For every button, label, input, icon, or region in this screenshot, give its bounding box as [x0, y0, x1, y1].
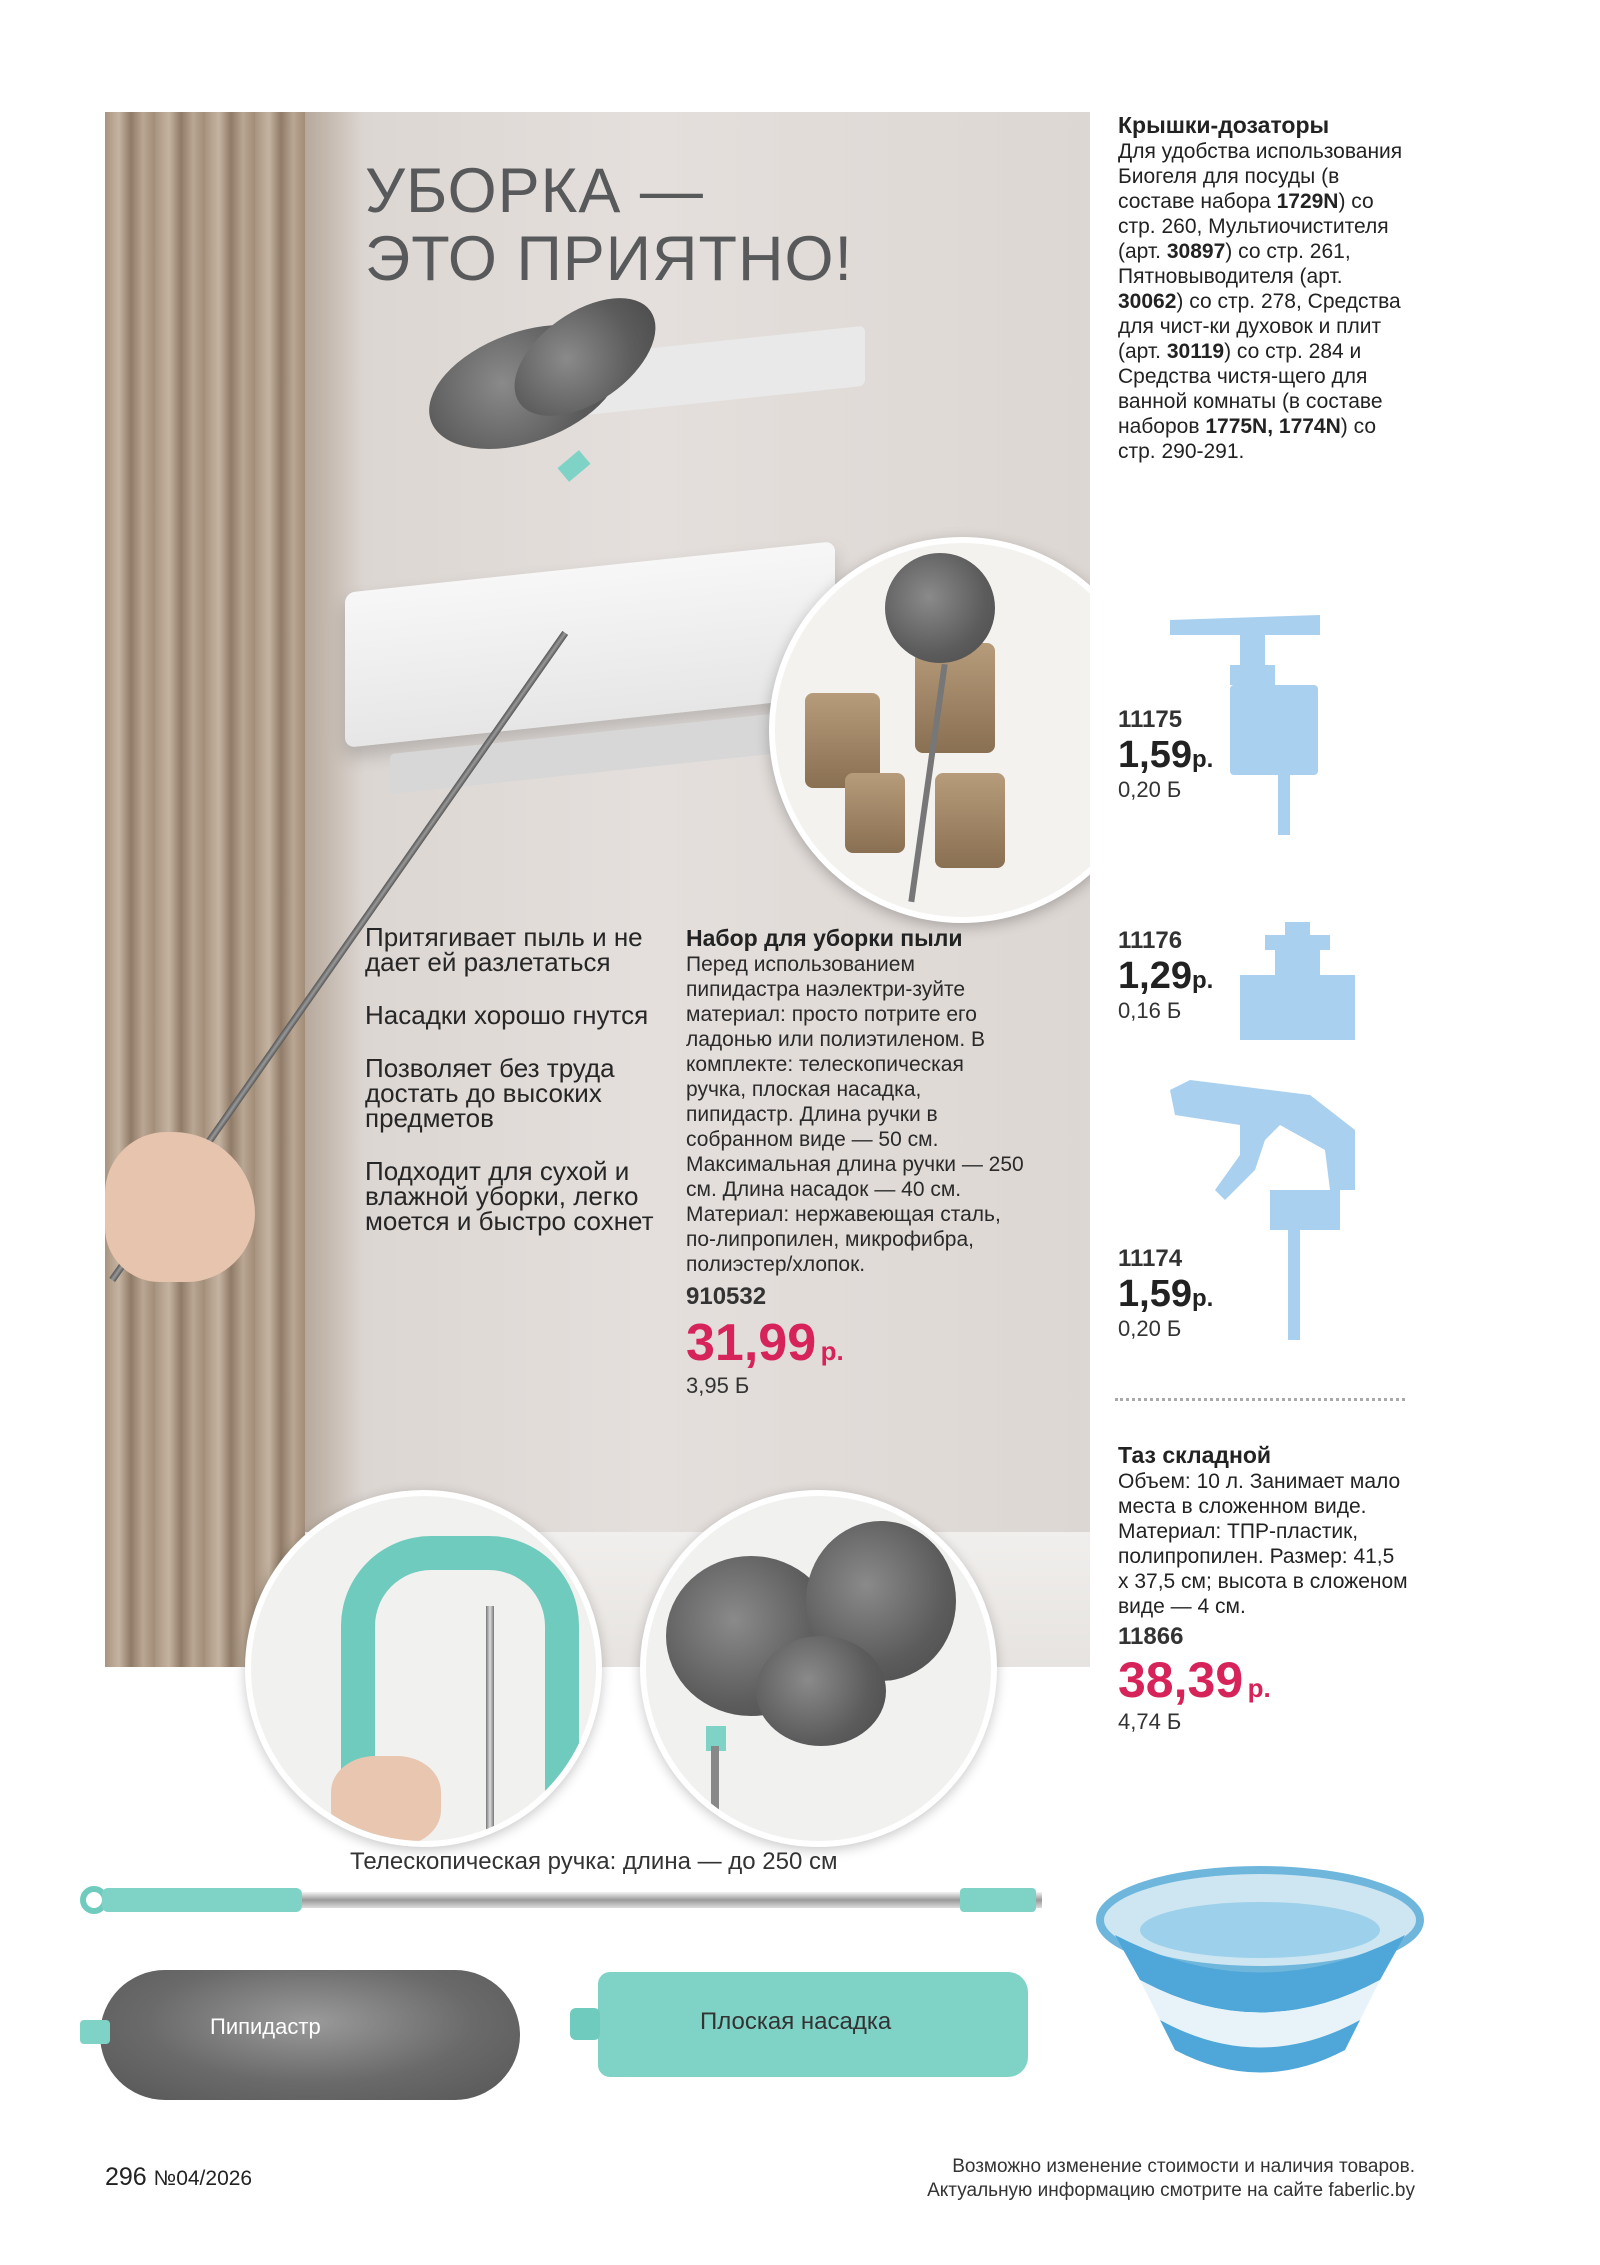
desc-part: ) со стр. 290-291. — [1118, 415, 1377, 463]
dispensers-title: Крышки-дозаторы — [1118, 112, 1330, 138]
duster-label: Пипидастр — [210, 2014, 321, 2039]
price-value: 1,29 — [1118, 955, 1192, 997]
dispenser-article: 11174 — [1118, 1245, 1183, 1272]
basin-title: Таз складной — [1118, 1442, 1272, 1468]
desc-code: 1729N — [1276, 190, 1339, 213]
basin-price — [1118, 1651, 1408, 1709]
handle-grip — [102, 1888, 302, 1912]
handle-tip — [960, 1888, 1036, 1912]
dispenser-article: 11176 — [1118, 927, 1183, 954]
desc-code: 30897 — [1166, 240, 1226, 263]
desc-part: Для удобства использования Биогеля для посуды (в составе набора — [1118, 140, 1403, 213]
trigger-sprayer-icon — [1170, 1080, 1365, 1345]
price-currency: р. — [1191, 967, 1214, 994]
product-description: Перед использованием пипидастра наэлектри-зуйте материал: просто потрите его ладонью или полиэтиленом. В комплекте: телескопическая ручка, плоская насадка, пипидастр. Длина ручки в собранном виде — 50 см. Максимальная длина ручки — 250 см. Длина насадок — 40 см. Материал: нержавеющая сталь, по-липропилен, микрофибра, полиэстер/хлопок. — [686, 953, 1024, 1276]
metal-rod — [711, 1746, 719, 1846]
headline-line-1: УБОРКА — — [365, 156, 704, 226]
basin-points: 4,74 Б — [1118, 1709, 1182, 1734]
handle-label: Телескопическая ручка: длина — до 250 см — [350, 1848, 838, 1875]
duster-head — [756, 1636, 886, 1746]
hand — [331, 1756, 441, 1846]
page-number: 296 — [105, 2163, 147, 2191]
dispensers-description — [1118, 139, 1408, 464]
price-value: 1,59 — [1118, 734, 1192, 776]
footer-note-line: Актуальную информацию смотрите на сайте faberlic.by — [927, 2180, 1415, 2201]
price-currency: р. — [1247, 1673, 1271, 1703]
metal-rod — [486, 1606, 494, 1836]
headline-line-2: ЭТО ПРИЯТНО! — [365, 224, 854, 294]
dispenser-item — [1118, 927, 1213, 1024]
pump-dispenser-icon — [1170, 610, 1340, 845]
footer-note-line: Возможно изменение стоимости и наличия товаров. — [952, 2156, 1415, 2177]
duster-connector — [557, 450, 590, 482]
page-headline — [365, 157, 853, 293]
handle-shaft — [302, 1892, 1042, 1908]
dispensers-section — [1118, 112, 1408, 464]
folding-basin-image — [1090, 1860, 1430, 2100]
price-value: 1,59 — [1118, 1273, 1192, 1315]
price-currency: р. — [1191, 1285, 1214, 1312]
product-price — [686, 1313, 1026, 1373]
duster-head — [885, 553, 995, 663]
desc-part: ) со стр. 284 и Средства чистя-щего для ванной комнаты (в составе наборов — [1118, 340, 1383, 438]
duster-photo — [640, 1490, 997, 1847]
desc-code: 30062 — [1118, 290, 1177, 313]
dispenser-article: 11175 — [1118, 706, 1183, 733]
feature-item: Насадки хорошо гнутся — [365, 1000, 649, 1030]
flat-label: Плоская насадка — [700, 2008, 892, 2035]
flip-cap-icon — [1235, 920, 1360, 1045]
feature-item: Подходит для сухой и влажной уборки, легко моется и быстро сохнет — [365, 1156, 654, 1236]
dispenser-points: 0,20 Б — [1118, 1316, 1182, 1341]
price-currency: р. — [820, 1336, 844, 1366]
flat-connector — [570, 2008, 600, 2040]
product-title: Набор для уборки пыли — [686, 925, 963, 951]
main-product — [686, 925, 1026, 1399]
dispenser-price — [1118, 955, 1213, 998]
basin-description: Объем: 10 л. Занимает мало места в сложенном виде. Материал: ТПР-пластик, полипропилен. Размер: 41,5 x 37,5 см; высота в сложеном виде — 4 см. — [1118, 1470, 1408, 1618]
desc-part: ) со стр. 278, Средства для чист-ки духовок и плит (арт. — [1118, 290, 1401, 363]
basin-section — [1118, 1442, 1408, 1735]
issue-number: №04/2026 — [153, 2167, 253, 2190]
curtain — [105, 112, 305, 1667]
curtain-shadow — [305, 112, 365, 1667]
price-value: 38,39 — [1118, 1652, 1244, 1708]
feature-item: Позволяет без труда достать до высоких предметов — [365, 1053, 615, 1133]
desc-code: 1775N, 1774N — [1205, 415, 1341, 438]
flat-attachment-photo — [245, 1490, 602, 1847]
price-value: 31,99 — [686, 1314, 817, 1372]
hero-photo — [105, 112, 1090, 1667]
lamp-shade — [935, 773, 1005, 868]
desc-part: ) со стр. 260, Мультиочистителя (арт. — [1118, 190, 1389, 263]
desc-code: 30119 — [1166, 340, 1225, 363]
dispenser-points: 0,16 Б — [1118, 998, 1182, 1023]
duster-attachment — [80, 1950, 530, 2100]
product-points: 3,95 Б — [686, 1373, 750, 1398]
product-article: 910532 — [686, 1283, 767, 1310]
page-footer-left — [105, 2163, 252, 2192]
duster-connector — [80, 2020, 110, 2044]
lamp-shade — [845, 773, 905, 853]
basin-article: 11866 — [1118, 1623, 1184, 1650]
section-divider — [1115, 1398, 1405, 1401]
telescopic-handle — [80, 1882, 1040, 1918]
feature-item: Притягивает пыль и не дает ей разлетаться — [365, 922, 643, 977]
feature-list — [365, 922, 685, 1236]
price-currency: р. — [1191, 746, 1214, 773]
desc-part: ) со стр. 261, Пятновыводителя (арт. — [1118, 240, 1351, 288]
page-footer-note — [860, 2155, 1415, 2203]
flat-attachment-item — [570, 1972, 1030, 2077]
dispenser-points: 0,20 Б — [1118, 777, 1182, 802]
